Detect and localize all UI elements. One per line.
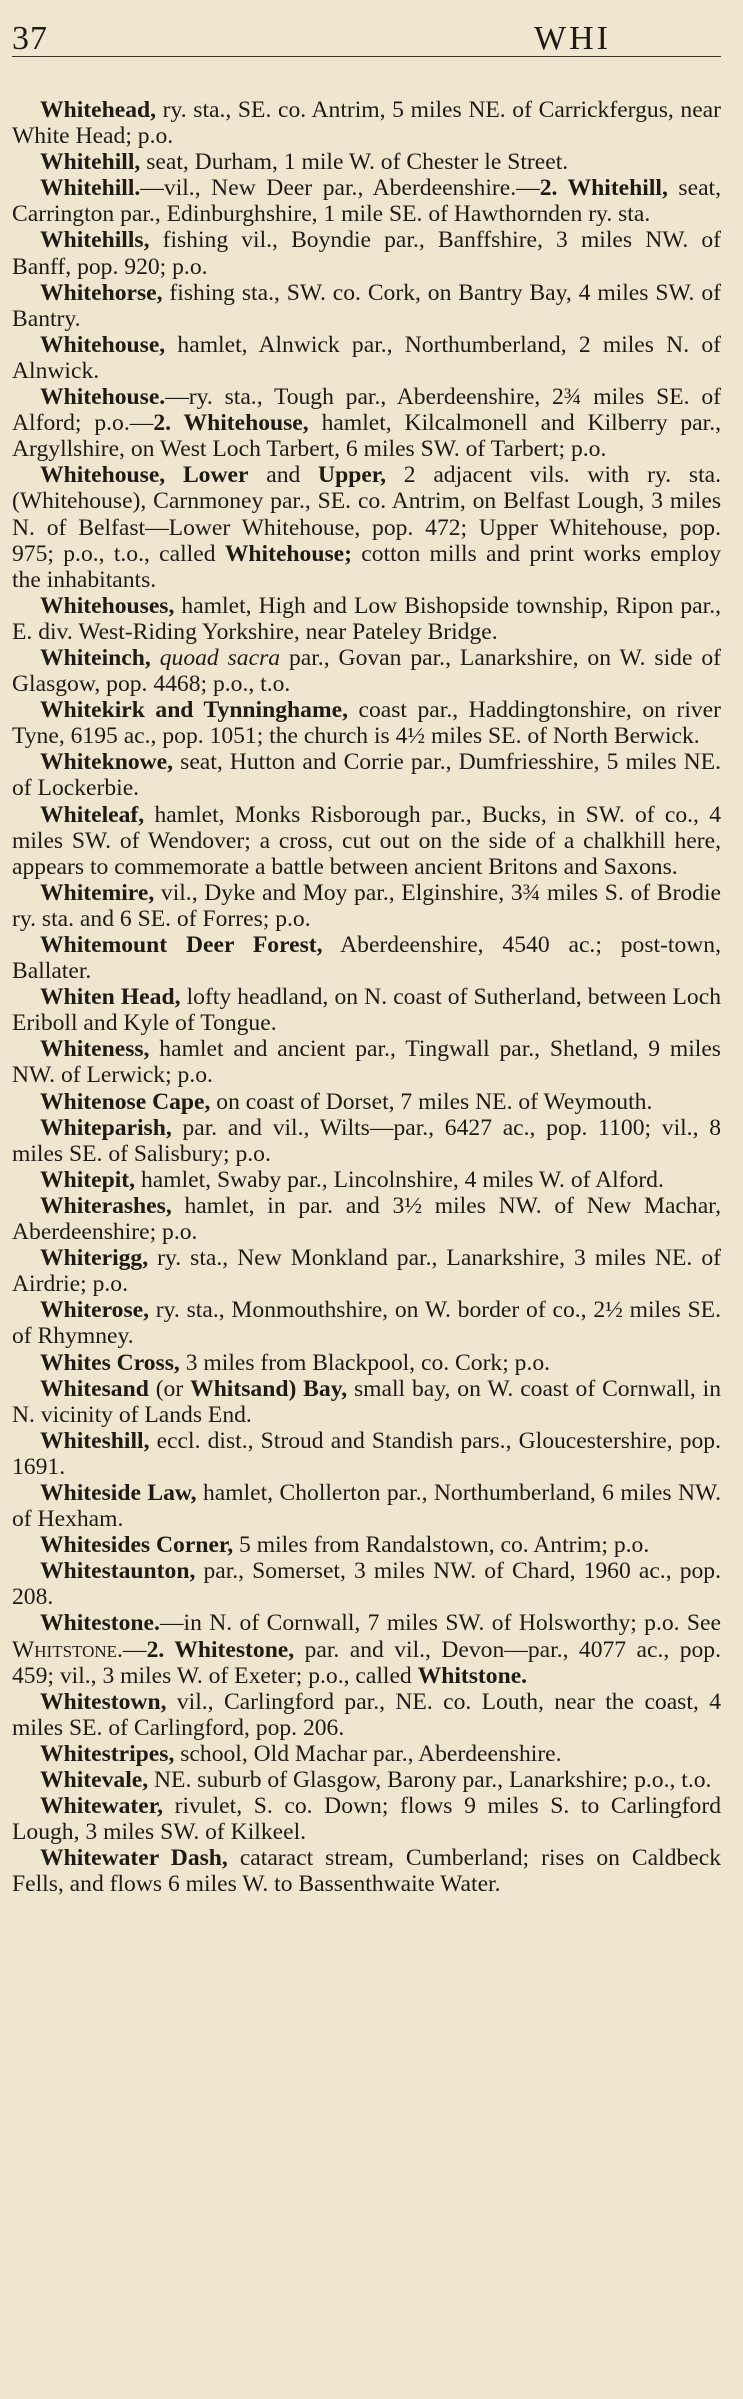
entry: Whitesides Corner, 5 miles from Randalstown, co. Antrim; p.o.: [40, 1532, 650, 1559]
entry: Whiteparish, par. and vil., Wilts—par., 6427 ac., pop. 1100; vil., 8 miles SE. of Salisbury; p.o.: [12, 1114, 721, 1167]
entry: Whiteknowe, seat, Hutton and Corrie par., Dumfriesshire, 5 miles NE. of Lockerbie.: [12, 749, 721, 802]
entry: Whitehouse, hamlet, Alnwick par., Northumberland, 2 miles N. of Alnwick.: [12, 331, 721, 384]
entry: Whiterashes, hamlet, in par. and 3½ miles NW. of New Machar, Aberdeenshire; p.o.: [12, 1192, 721, 1246]
entry: Whiteleaf, hamlet, Monks Risborough par., Bucks, in SW. of co., 4 miles SW. of Wendover; a cross, cut out on the side of a chalkhill here, appears to commemorate a battle between ancient Britons and Saxons.: [12, 801, 721, 880]
entry: Whitemire, vil., Dyke and Moy par., Elginshire, 3¾ miles S. of Brodie ry. sta. and 6 SE. of Forres; p.o.: [12, 879, 721, 932]
entry: Whitestown, vil., Carlingford par., NE. co. Louth, near the coast, 4 miles SE. of Carlingford, pop. 206.: [12, 1688, 721, 1741]
entry: Whites Cross, 3 miles from Blackpool, co. Cork; p.o.: [40, 1349, 551, 1376]
entry: Whitehill.—vil., New Deer par., Aberdeenshire.—2. Whitehill, seat, Carrington par., Edinburghshire, 1 mile SE. of Hawthornden ry. sta.: [12, 175, 722, 228]
entry: Whitenose Cape, on coast of Dorset, 7 miles NE. of Weymouth.: [40, 1088, 653, 1115]
entry: Whiterigg, ry. sta., New Monkland par., Lanarkshire, 3 miles NE. of Airdrie; p.o.: [12, 1245, 721, 1298]
entry: Whiterose, ry. sta., Monmouthshire, on W. border of co., 2½ miles SE. of Rhymney.: [12, 1297, 721, 1350]
entry: Whitewater Dash, cataract stream, Cumberland; rises on Caldbeck Fells, and flows 6 miles W. to Bassenthwaite Water.: [12, 1845, 721, 1898]
entry: Whitewater, rivulet, S. co. Down; flows 9 miles S. to Carlingford Lough, 3 miles SW. of Kilkeel.: [12, 1793, 721, 1846]
entry: Whitehouse.—ry. sta., Tough par., Aberdeenshire, 2¾ miles SE. of Alford; p.o.—2. Whitehouse, hamlet, Kilcalmonell and Kilberry par., Argyllshire, on West Loch Tarbert, 6 miles SW. of Tarbert; p.o.: [12, 384, 721, 463]
entry: Whitehills, fishing vil., Boyndie par., Banffshire, 3 miles NW. of Banff, pop. 920; p.o.: [12, 227, 721, 280]
entry: Whitesand (or Whitsand) Bay, small bay, on W. coast of Cornwall, in N. vicinity of Lands End.: [12, 1375, 721, 1428]
entry: Whitekirk and Tynninghame, coast par., Haddingtonshire, on river Tyne, 6195 ac., pop. 1051; the church is 4½ miles SE. of North Berwick.: [12, 697, 721, 750]
entry: Whitehouse, Lower and Upper, 2 adjacent vils. with ry. sta. (Whitehouse), Carnmoney par., SE. co. Antrim, on Belfast Lough, 3 miles N. of Belfast—Lower Whitehouse, pop. 472; Upper Whitehouse, pop. 975; p.o., t.o., called Whitehouse; cotton mills and print works employ the inhabitants.: [12, 462, 721, 593]
entry: Whiteness, hamlet and ancient par., Tingwall par., Shetland, 9 miles NW. of Lerwick; p.o.: [12, 1036, 721, 1089]
page-header: [12, 0, 721, 57]
entry: Whitehorse, fishing sta., SW. co. Cork, on Bantry Bay, 4 miles SW. of Bantry.: [12, 279, 721, 332]
entry: Whitehead, ry. sta., SE. co. Antrim, 5 miles NE. of Carrickfergus, near White Head; p.o.: [12, 97, 721, 150]
page-number: 37: [12, 20, 48, 57]
gazetteer-entries: [12, 97, 721, 1897]
entry: Whitepit, hamlet, Swaby par., Lincolnshire, 4 miles W. of Alford.: [40, 1166, 664, 1193]
entry: Whiteinch, quoad sacra par., Govan par., Lanarkshire, on W. side of Glasgow, pop. 4468; p.o., t.o.: [12, 644, 722, 698]
entry: Whiten Head, lofty headland, on N. coast of Sutherland, between Loch Eriboll and Kyle of Tongue.: [12, 984, 721, 1037]
entry: Whiteshill, eccl. dist., Stroud and Standish pars., Gloucestershire, pop. 1691.: [12, 1427, 721, 1480]
entry: Whitehouses, hamlet, High and Low Bishopside township, Ripon par., E. div. West-Riding Yorkshire, near Pateley Bridge.: [12, 592, 721, 645]
entry: Whitestone.—in N. of Cornwall, 7 miles SW. of Holsworthy; p.o. See Whitstone.—2. Whitestone, par. and vil., Devon—par., 4077 ac., pop. 459; vil., 3 miles W. of Exeter; p.o., called Whitstone.: [12, 1610, 721, 1689]
entry: Whitemount Deer Forest, Aberdeenshire, 4540 ac.; post-town, Ballater.: [12, 932, 721, 985]
entry: Whitehill, seat, Durham, 1 mile W. of Chester le Street.: [40, 149, 569, 176]
entry: Whitestaunton, par., Somerset, 3 miles NW. of Chard, 1960 ac., pop. 208.: [12, 1558, 721, 1611]
entry: Whitestripes, school, Old Machar par., Aberdeenshire.: [40, 1740, 562, 1767]
running-head: WHI: [534, 20, 611, 57]
entry: Whitevale, NE. suburb of Glasgow, Barony par., Lanarkshire; p.o., t.o.: [40, 1767, 712, 1793]
entry: Whiteside Law, hamlet, Chollerton par., Northumberland, 6 miles NW. of Hexham.: [12, 1479, 721, 1533]
